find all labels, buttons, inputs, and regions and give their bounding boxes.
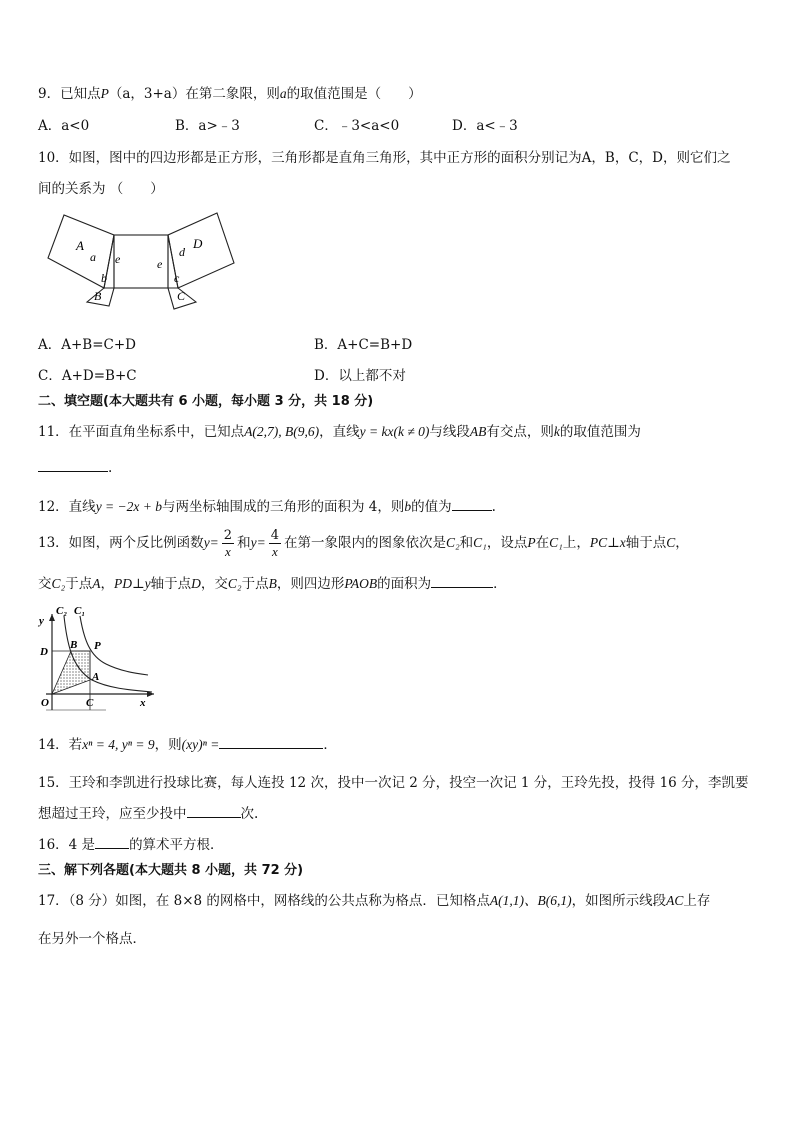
q9-tail: 的取值范围是（ ） bbox=[286, 86, 422, 102]
label-c: c bbox=[174, 271, 180, 285]
fraction-2-over-x bbox=[222, 528, 234, 559]
label-D: D bbox=[193, 236, 203, 251]
q14-text-1: 14．若 bbox=[38, 737, 83, 753]
q13-graph-figure bbox=[36, 602, 160, 714]
q11-k: k bbox=[553, 424, 560, 439]
q9-point-label: P bbox=[100, 86, 109, 101]
q14-text-2: ，则 bbox=[154, 737, 182, 753]
q13-l2-D: D bbox=[191, 576, 201, 591]
q9-point: （a，3+a）在第二象限，则 bbox=[108, 86, 280, 102]
q16-text-2: 的算术平方根． bbox=[129, 837, 224, 853]
q16-text-1: 16．4 是 bbox=[38, 837, 96, 853]
q9-stem: 9．已知点 bbox=[38, 86, 101, 102]
label-e-right: e bbox=[157, 257, 163, 271]
q12-text-3: 的值为 bbox=[411, 499, 452, 515]
label-b: b bbox=[101, 271, 107, 285]
q13-end: ． bbox=[493, 576, 507, 592]
q17-points: A(1,1)、B(6,1) bbox=[489, 893, 572, 908]
q15-line2 bbox=[38, 802, 258, 822]
question-13-line2 bbox=[38, 572, 507, 592]
label-B: B bbox=[94, 289, 102, 303]
q11-text-3: 与线段 bbox=[429, 424, 470, 440]
q13-y1: y= bbox=[203, 535, 219, 550]
q13-l2-5: ，交 bbox=[200, 576, 228, 592]
label-y: y bbox=[39, 615, 44, 627]
q14-end: ． bbox=[323, 737, 337, 753]
q14-answer-blank[interactable] bbox=[219, 734, 323, 749]
q15-answer-blank[interactable] bbox=[187, 803, 241, 818]
q17-line2: 在另外一个格点． bbox=[38, 931, 146, 947]
paob-shaded-region bbox=[52, 651, 90, 694]
section-2-heading: 二、填空题(本大题共有 6 小题，每小题 3 分，共 18 分) bbox=[38, 394, 374, 409]
q13-l2-7: ，则四边形 bbox=[276, 576, 345, 592]
q13-text-1: 13．如图，两个反比例函数 bbox=[38, 535, 204, 551]
label-A: A bbox=[92, 671, 100, 683]
q13-l2-6: 于点 bbox=[241, 576, 269, 592]
q9-option-d: D．a<﹣3 bbox=[452, 118, 518, 134]
label-P: P bbox=[94, 640, 101, 652]
q11-text-5: 的取值范围为 bbox=[559, 424, 641, 440]
q9-variable: a bbox=[279, 86, 287, 101]
q13-text-6: 轴于点 bbox=[625, 535, 667, 551]
q13-l2-1: 交 bbox=[38, 576, 52, 592]
q10-option-a: A．A+B=C+D bbox=[38, 337, 137, 353]
q14-equation: xⁿ = 4, yⁿ = 9 bbox=[82, 737, 155, 752]
q15-text-1: 想超过王玲，应至少投中 bbox=[38, 806, 187, 822]
q12-equation: y = −2x + b bbox=[95, 499, 163, 514]
q13-numerator-1: 2 bbox=[223, 528, 233, 543]
q13-l2-pd: PD⊥y bbox=[113, 576, 151, 591]
label-d: d bbox=[179, 245, 185, 259]
q13-text-7: ， bbox=[675, 535, 689, 551]
q11-segment: AB bbox=[469, 424, 487, 439]
q10-line1: 10．如图，图中的四边形都是正方形，三角形都是直角三角形，其中正方形的面积分别记为A，B，C，D，则它们之 bbox=[38, 150, 731, 166]
q10-option-b: B．A+C=B+D bbox=[314, 337, 413, 353]
label-x: x bbox=[140, 697, 146, 709]
q13-l2-2: 于点 bbox=[65, 576, 93, 592]
q12-b: b bbox=[404, 499, 412, 514]
q13-numerator-2: 4 bbox=[270, 528, 279, 543]
q13-l2-B: B bbox=[268, 576, 277, 591]
q10-line2: 间的关系为 （ ） bbox=[38, 181, 164, 197]
label-C2: C₂ bbox=[56, 605, 68, 617]
question-12 bbox=[38, 495, 496, 515]
q13-text-2: 在第一象限内的图象依次是 bbox=[283, 535, 446, 551]
label-C1: C₁ bbox=[74, 605, 86, 617]
question-11 bbox=[38, 420, 641, 440]
q9-option-a: A．a<0 bbox=[38, 118, 90, 134]
q11-text-4: 有交点，则 bbox=[486, 424, 554, 440]
q13-denominator-2: x bbox=[271, 544, 278, 559]
q13-c1: C₁ bbox=[473, 535, 487, 550]
label-D: D bbox=[40, 646, 48, 658]
q12-end: . bbox=[491, 499, 496, 515]
question-9 bbox=[38, 82, 422, 102]
label-B: B bbox=[70, 639, 78, 651]
q13-c: C bbox=[666, 535, 676, 550]
q13-pc: PC⊥x bbox=[589, 535, 626, 550]
q13-l2-4: 轴于点 bbox=[150, 576, 192, 592]
q13-l2-paob: PAOB bbox=[344, 576, 378, 591]
q14-expression: (xy)ⁿ = bbox=[181, 737, 220, 752]
q17-text-1: 17．（8 分）如图，在 8×8 的网格中，网格线的公共点称为格点．已知格点 bbox=[38, 893, 490, 909]
q13-text-3: ，设点 bbox=[486, 535, 528, 551]
q13-y2: y= bbox=[250, 535, 266, 550]
q10-option-c: C．A+D=B+C bbox=[38, 368, 137, 384]
q12-text-1: 12．直线 bbox=[38, 499, 96, 515]
section-3-heading: 三、解下列各题(本大题共 8 小题，共 72 分) bbox=[38, 863, 304, 878]
q17-text-2: ，如图所示线段 bbox=[571, 893, 667, 909]
q13-and: 和 bbox=[237, 535, 251, 551]
label-O: O bbox=[41, 697, 49, 709]
q10-squares-figure bbox=[44, 208, 240, 312]
q13-l2-A: A bbox=[92, 576, 101, 591]
q11-equation: y = kx(k ≠ 0) bbox=[359, 424, 430, 439]
question-14 bbox=[38, 733, 337, 753]
question-13-line1 bbox=[38, 528, 689, 559]
label-C: C bbox=[177, 289, 186, 303]
y-axis-arrow bbox=[49, 614, 55, 621]
q13-l2-c2: C₂ bbox=[51, 576, 66, 591]
label-a: a bbox=[90, 250, 96, 264]
q17-text-3: 上存 bbox=[683, 893, 711, 909]
q15-text-2: 次. bbox=[240, 806, 259, 822]
fraction-4-over-x bbox=[269, 528, 281, 559]
label-e-left: e bbox=[115, 252, 121, 266]
q13-denominator-1: x bbox=[225, 544, 231, 559]
q11-text-1: 11．在平面直角坐标系中，已知点 bbox=[38, 424, 245, 440]
question-17-line1 bbox=[38, 889, 710, 909]
q11-end: . bbox=[108, 460, 113, 476]
q13-p: P bbox=[527, 535, 536, 550]
q17-segment: AC bbox=[666, 893, 684, 908]
q13-l2-3: ， bbox=[100, 576, 114, 592]
label-A: A bbox=[76, 238, 84, 253]
q13-text-5: 上， bbox=[562, 535, 590, 551]
label-C: C bbox=[86, 697, 94, 709]
q12-text-2: 与两坐标轴围成的三角形的面积为 4，则 bbox=[162, 499, 405, 515]
q13-c2: C₂ bbox=[445, 535, 460, 550]
q13-text-4: 在 bbox=[535, 535, 550, 551]
q9-option-c: C．﹣3<a<0 bbox=[314, 118, 400, 134]
q11-answer-blank[interactable] bbox=[38, 457, 108, 472]
question-16 bbox=[38, 833, 224, 853]
q13-l2-c2b: C₂ bbox=[227, 576, 242, 591]
q12-answer-blank[interactable] bbox=[452, 496, 492, 511]
q11-points: A(2,7), B(9,6) bbox=[244, 424, 320, 439]
q16-answer-blank[interactable] bbox=[95, 834, 129, 849]
q10-option-d: D．以上都不对 bbox=[314, 368, 406, 384]
q9-option-b: B．a>﹣3 bbox=[175, 118, 240, 134]
q11-text-2: ，直线 bbox=[319, 424, 360, 440]
q15-line1: 15．王玲和李凯进行投球比赛，每人连投 12 次，投中一次记 2 分，投空一次记 1 分，王玲先投，投得 16 分，李凯要 bbox=[38, 775, 749, 791]
q13-l2-8: 的面积为 bbox=[377, 576, 432, 592]
q13-c1b: C₁ bbox=[549, 535, 563, 550]
q11-answer-line bbox=[38, 457, 112, 476]
q13-he: 和 bbox=[459, 535, 474, 551]
q13-answer-blank[interactable] bbox=[431, 573, 493, 588]
